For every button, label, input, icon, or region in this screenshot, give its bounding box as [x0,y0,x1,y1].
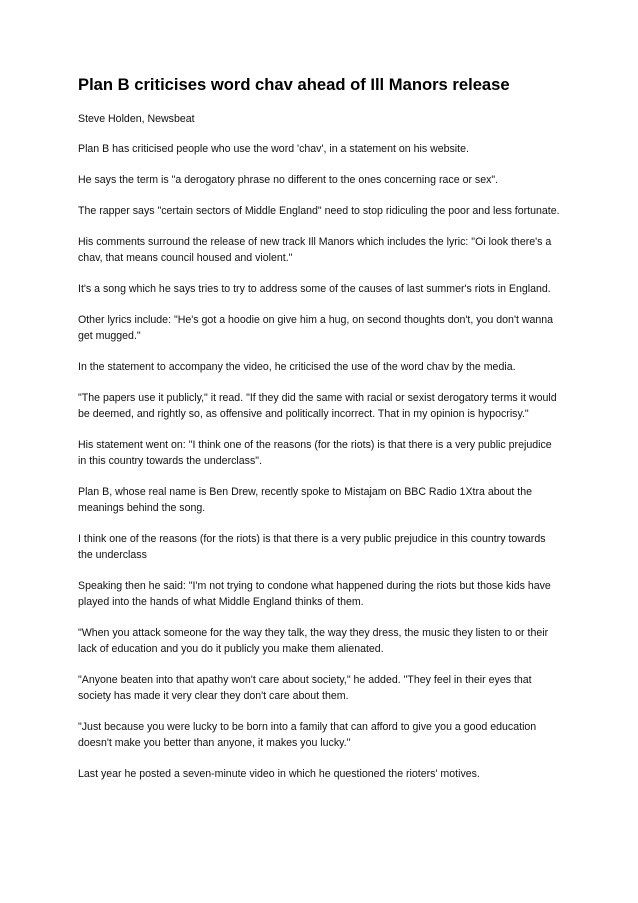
paragraph: The rapper says "certain sectors of Middle England" need to stop ridiculing the poor and less fortunate. [78,205,560,217]
paragraph: His statement went on: "I think one of the reasons (for the riots) is that there is a very public prejudice in this country towards the underclass". [78,439,552,467]
paragraph: Speaking then he said: "I'm not trying to condone what happened during the riots but those kids have played into the hands of what Middle England thinks of them. [78,580,551,608]
paragraph: In the statement to accompany the video, he criticised the use of the word chav by the media. [78,361,516,373]
paragraph: Plan B, whose real name is Ben Drew, recently spoke to Mistajam on BBC Radio 1Xtra about the meanings behind the song. [78,486,532,514]
article-byline: Steve Holden, Newsbeat [78,113,195,125]
paragraph: He says the term is "a derogatory phrase no different to the ones concerning race or sex". [78,174,499,186]
paragraph: His comments surround the release of new track Ill Manors which includes the lyric: "Oi look there's a chav, that means council housed and violent." [78,236,552,264]
document-page [78,74,560,797]
article-title: Plan B criticises word chav ahead of Ill Manors release [78,75,510,94]
paragraph: "Anyone beaten into that apathy won't care about society," he added. "They feel in their eyes that society has made it very clear they don't care about them. [78,674,532,702]
pull-quote-paragraph: I think one of the reasons (for the riots) is that there is a very public prejudice in this country towards the underclass [78,533,546,561]
paragraph: "Just because you were lucky to be born into a family that can afford to give you a good education doesn't make you better than anyone, it makes you lucky." [78,721,537,749]
paragraph: Other lyrics include: "He's got a hoodie on give him a hug, on second thoughts don't, you don't wanna get mugged." [78,314,554,342]
paragraph: "The papers use it publicly," it read. "If they did the same with racial or sexist derogatory terms it would be deemed, and rightly so, as offensive and politically incorrect. That in my opinion is hypocrisy." [78,392,557,420]
paragraph: It's a song which he says tries to try to address some of the causes of last summer's riots in England. [78,283,551,295]
paragraph: "When you attack someone for the way they talk, the way they dress, the music they listen to or their lack of education and you do it publicly you make them alienated. [78,627,549,655]
paragraph: Last year he posted a seven-minute video in which he questioned the rioters' motives. [78,768,480,780]
paragraph: Plan B has criticised people who use the word 'chav', in a statement on his website. [78,143,469,155]
